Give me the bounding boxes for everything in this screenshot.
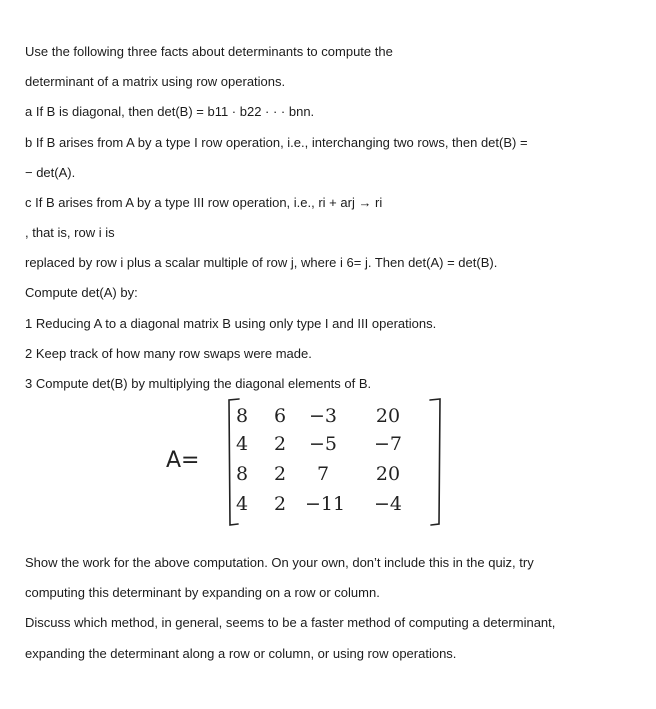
fact-b-line-1: b If B arises from A by a type I row operation, i.e., interchanging two rows, then det(B) = xyxy=(25,135,528,150)
steps-heading: Compute det(A) by: xyxy=(25,285,138,300)
matrix-cell-r3c1: 8 xyxy=(235,463,249,485)
closing-line-1: Show the work for the above computation. On your own, don’t include this in the quiz, try xyxy=(25,555,534,570)
matrix-cell-r1c1: 8 xyxy=(235,405,249,427)
fact-a: a If B is diagonal, then det(B) = b11 · b22 · · · bnn. xyxy=(25,104,315,119)
matrix-cell-r3c2: 2 xyxy=(273,463,287,485)
step-1: 1 Reducing A to a diagonal matrix B using only type I and III operations. xyxy=(25,316,437,331)
matrix-cell-r1c4: 20 xyxy=(375,405,401,427)
matrix-label: A= xyxy=(166,448,200,473)
right-bracket xyxy=(428,397,444,527)
matrix-cell-r3c3: 7 xyxy=(316,463,330,485)
matrix-cell-r1c2: 6 xyxy=(273,405,287,427)
intro-line-1: Use the following three facts about determinants to compute the xyxy=(25,44,393,59)
step-3: 3 Compute det(B) by multiplying the diagonal elements of B. xyxy=(25,376,372,391)
fact-c-line-1: c If B arises from A by a type III row operation, i.e., ri + arj → ri xyxy=(25,195,383,210)
matrix-cell-r2c2: 2 xyxy=(273,433,287,455)
closing-line-4: expanding the determinant along a row or column, or using row operations. xyxy=(25,646,457,661)
step-2: 2 Keep track of how many row swaps were made. xyxy=(25,346,312,361)
matrix-cell-r4c1: 4 xyxy=(235,493,249,515)
matrix-cell-r4c2: 2 xyxy=(273,493,287,515)
fact-c-line-2: , that is, row i is xyxy=(25,225,115,240)
matrix-cell-r2c4: −7 xyxy=(373,433,402,455)
closing-line-2: computing this determinant by expanding on a row or column. xyxy=(25,585,380,600)
fact-b-line-2: − det(A). xyxy=(25,165,76,180)
closing-line-3: Discuss which method, in general, seems to be a faster method of computing a determinant, xyxy=(25,615,556,630)
matrix-cell-r2c3: −5 xyxy=(308,433,337,455)
fact-c-line-3: replaced by row i plus a scalar multiple of row j, where i 6= j. Then det(A) = det(B). xyxy=(25,255,498,270)
intro-line-2: determinant of a matrix using row operations. xyxy=(25,74,286,89)
matrix-cell-r4c4: −4 xyxy=(373,493,402,515)
matrix-cell-r4c3: −11 xyxy=(305,493,346,515)
matrix-cell-r1c3: −3 xyxy=(308,405,337,427)
matrix-cell-r3c4: 20 xyxy=(375,463,401,485)
handwritten-matrix xyxy=(160,393,450,528)
matrix-cell-r2c1: 4 xyxy=(235,433,249,455)
